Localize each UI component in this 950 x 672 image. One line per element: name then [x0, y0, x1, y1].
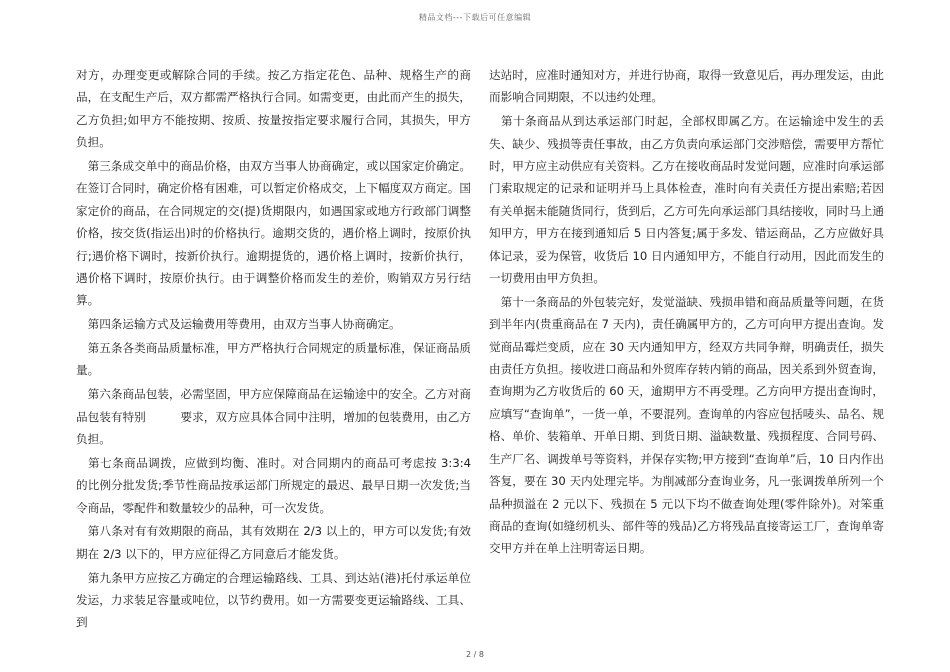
paragraph: 第四条运输方式及运输费用等费用，由双方当事人协商确定。	[76, 317, 401, 332]
paragraph: 第九条甲方应按乙方确定的合理运输路线、工具、到达站(港)托付承运单位发运，力求装足容量或吨位，以节约费用。如一方需要变更运输路线、工具、到	[76, 570, 471, 630]
paragraph: 对方，办理变更或解除合同的手续。按乙方指定花色、品种、规格生产的商品，在支配生产后，双方都需严格执行合同。如需变更，由此而产生的损失，乙方负担;如甲方不能按期、按质、按量按指定要求履行合同，其损失，甲方负担。	[76, 68, 471, 150]
paragraph: 第三条成交单中的商品价格，由双方当事人协商确定，或以国家定价确定。在签订合同时，确定价格有困难，可以暂定价格成交，上下幅度双方商定。国家定价的商品，在合同规定的交(提)货期限内，如遇国家或地方行政部门调整价格，按交货(指运出)时的价格执行。逾期交货的，遇价格上调时，按原价执行;遇价格下调时，按新价执行。逾期提货的，遇价格上调时，按新价执行，遇价格下调时，按原价执行。由于调整价格而发生的差价，购销双方另行结算。	[76, 159, 471, 308]
page-number: 2 / 8	[466, 650, 484, 659]
paragraph: 第五条各类商品质量标准，甲方严格执行合同规定的质量标准，保证商品质量。	[76, 341, 471, 378]
paragraph: 达站时，应准时通知对方，并进行协商，取得一致意见后，再办理发运，由此而影响合同期限，不以违约处理。	[489, 68, 884, 105]
left-column	[76, 64, 471, 634]
paragraph: 第七条商品调拨，应做到均衡、准时。对合同期内的商品可考虑按 3:3:4 的比例分批发货;季节性商品按承运部门所规定的最迟、最早日期一次发货;当令商品，零配件和数量较少的品种，可一次发货。	[76, 455, 471, 515]
right-column	[489, 64, 884, 560]
paragraph: 第十条商品从到达承运部门时起，全部权即属乙方。在运输途中发生的丢失、缺少、残损等责任事故，由乙方负责向承运部门交涉赔偿，需要甲方帮忙时，甲方应主动供应有关资料。乙方在接收商品时发觉问题，应准时向承运部门索取规定的记录和证明并马上具体检查，准时向有关责任方提出索赔;若因有关单据未能随货同行，货到后，乙方可先向承运部门具结接收，同时马上通知甲方，甲方在接到通知后 5 日内答复;属于多发、错运商品，乙方应做好具体记录，妥为保管，收货后 10 日内通知甲方，不能自行动用，因此而发生的一切费用由甲方负担。	[489, 114, 884, 286]
paragraph: 第十一条商品的外包装完好，发觉溢缺、残损串错和商品质量等问题，在货到半年内(贵重商品在 7 天内)，责任确属甲方的，乙方可向甲方提出查询。发觉商品霉烂变质，应在 30 天内通知甲方，经双方共同争辩，明确责任，损失由责任方负担。接收进口商品和外贸库存转内销的商品，因关系到外贸查询，查询期为乙方收货后的 60 天，逾期甲方不再受理。乙方向甲方提出查询时，应填写“查询单”，一货一单，不要混列。查询单的内容应包括唛头、品名、规格、单价、装箱单、开单日期、到货日期、溢缺数量、残损程度、合同号码、生产厂名、调拨单号等资料，并保存实物;甲方接到“查询单”后，10 日内作出答复，要在 30 天内处理完毕。为削减部分查询业务，凡一张调拨单所列一个品种损溢在 2 元以下、残损在 5 元以下均不做查询处理(零件除外)。对笨重商品的查询(如缝纫机头、部件等的残品)乙方将残品直接寄运工厂，查询单寄交甲方并在单上注明寄运日期。	[489, 294, 884, 556]
paragraph: 第六条商品包装，必需坚固，甲方应保障商品在运输途中的安全。乙方对商品包装有特别 要求，双方应具体合同中注明，增加的包装费用，由乙方负担。	[76, 387, 471, 447]
paragraph: 第八条对有有效期限的商品，其有效期在 2/3 以上的，甲方可以发货;有效期在 2/3 以下的，甲方应征得乙方同意后才能发货。	[76, 524, 471, 561]
page-header: 精品文档---下载后可任意编辑	[418, 13, 532, 22]
